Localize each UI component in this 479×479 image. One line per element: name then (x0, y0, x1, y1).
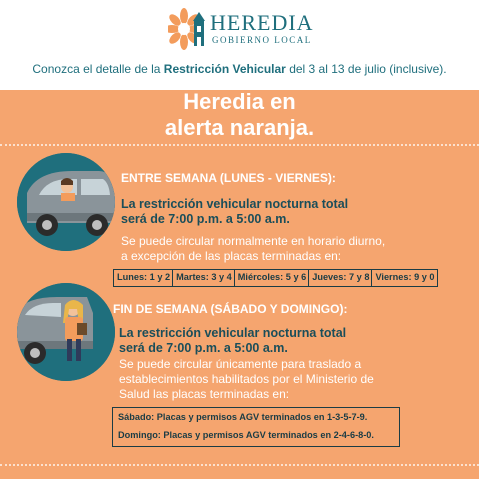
weekday-description (121, 234, 385, 264)
divider-bottom (0, 464, 479, 466)
page-title (0, 89, 479, 141)
weekend-description (119, 357, 374, 402)
weekend-text-line-2: establecimientos habilitados por el Ministerio de (119, 372, 374, 386)
day-tuesday: Martes: 3 y 4 (173, 270, 235, 286)
weekend-text-line-3: Salud las placas terminadas en: (119, 387, 290, 401)
sunday-row: Domingo: Placas y permisos AGV terminados en 2-4-6-8-0. (118, 430, 374, 440)
weekday-heading: ENTRE SEMANA (LUNES - VIERNES): (121, 171, 336, 185)
weekday-bold-line-2: será de 7:00 p.m. a 5:00 a.m. (121, 212, 290, 226)
weekend-heading: FIN DE SEMANA (SÁBADO Y DOMINGO): (113, 302, 348, 316)
weekday-text-line-2: a excepción de las placas terminadas en: (121, 249, 342, 263)
weekday-bold-line-1: La restricción vehicular nocturna total (121, 197, 349, 211)
weekend-text-line-1: Se puede circular únicamente para traslado a (119, 357, 362, 371)
header (0, 0, 479, 90)
car-driver-illustration (17, 153, 115, 251)
logo-name: HEREDIA (210, 10, 314, 35)
day-thursday: Jueves: 7 y 8 (309, 270, 372, 286)
saturday-row: Sábado: Placas y permisos AGV terminados en 1-3-5-7-9. (118, 412, 368, 422)
church-logo-icon (191, 12, 207, 46)
subtitle-suffix: del 3 al 13 de julio (inclusive). (285, 62, 447, 76)
weekday-text-line-1: Se puede circular normalmente en horario diurno, (121, 234, 386, 248)
day-monday: Lunes: 1 y 2 (114, 270, 173, 286)
title-line-1: Heredia en (183, 89, 296, 114)
day-wednesday: Miércoles: 5 y 6 (235, 270, 309, 286)
day-friday: Viernes: 9 y 0 (375, 272, 435, 282)
logo-subtitle: GOBIERNO LOCAL (212, 35, 312, 45)
weekend-illustration (17, 283, 115, 381)
weekday-plates-table (113, 269, 438, 287)
subtitle-highlight: Restricción Vehicular (163, 62, 286, 76)
weekend-bold-text (119, 326, 346, 356)
subtitle-prefix: Conozca el detalle de la (32, 62, 164, 76)
weekend-bold-line-1: La restricción vehicular nocturna total (119, 326, 347, 340)
weekend-bold-line-2: será de 7:00 p.m. a 5:00 a.m. (119, 341, 288, 355)
weekend-plates-table (112, 407, 400, 447)
car-pedestrian-illustration (17, 283, 115, 381)
weekday-bold-text (121, 197, 348, 227)
divider-top (0, 144, 479, 146)
weekday-illustration (17, 153, 115, 251)
logo (168, 8, 318, 50)
page-subtitle (0, 62, 479, 76)
title-line-2: alerta naranja. (164, 115, 315, 140)
